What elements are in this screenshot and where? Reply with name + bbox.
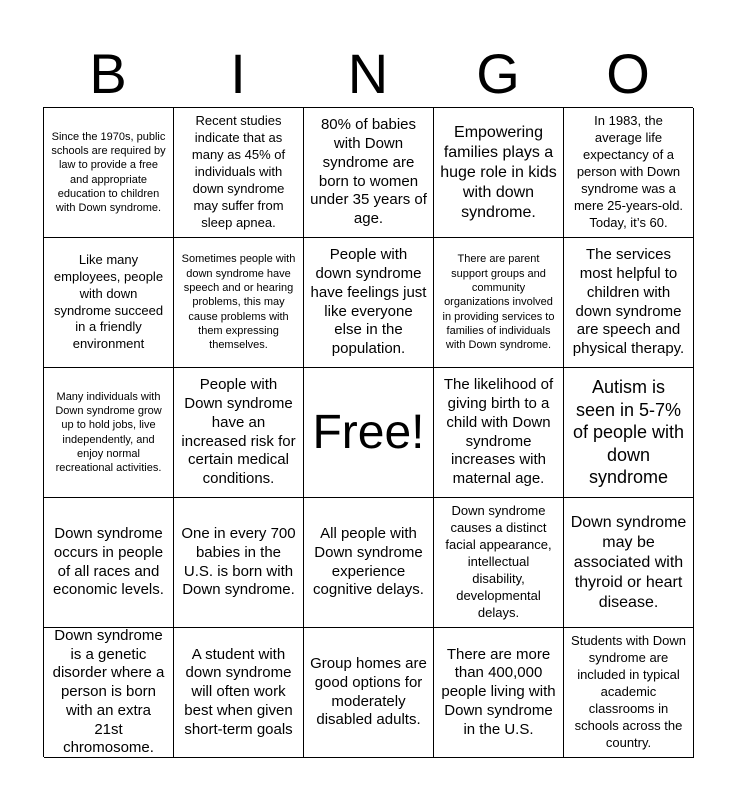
bingo-cell[interactable]: One in every 700 babies in the U.S. is born with Down syndrome. <box>174 498 304 628</box>
bingo-cell[interactable]: Down syndrome causes a distinct facial appearance, intellectual disability, developmental delays. <box>434 498 564 628</box>
header-letter-i: I <box>230 42 246 105</box>
header-letter-o: O <box>606 42 650 105</box>
bingo-cell[interactable]: The likelihood of giving birth to a child with Down syndrome increases with maternal age. <box>434 368 564 498</box>
bingo-cell[interactable]: Sometimes people with down syndrome have speech and or hearing problems, this may cause problems with them expressing themselves. <box>174 238 304 368</box>
bingo-cell[interactable]: Empowering families plays a huge role in kids with down syndrome. <box>434 108 564 238</box>
bingo-header <box>43 40 693 108</box>
bingo-cell[interactable]: Down syndrome is a genetic disorder where a person is born with an extra 21st chromosome. <box>44 628 174 758</box>
bingo-cell[interactable]: There are more than 400,000 people living with Down syndrome in the U.S. <box>434 628 564 758</box>
bingo-cell[interactable]: The services most helpful to children with down syndrome are speech and physical therapy. <box>564 238 694 368</box>
bingo-cell[interactable]: 80% of babies with Down syndrome are born to women under 35 years of age. <box>304 108 434 238</box>
header-letter-b: B <box>89 42 127 105</box>
bingo-cell[interactable]: Down syndrome occurs in people of all races and economic levels. <box>44 498 174 628</box>
bingo-cell[interactable]: All people with Down syndrome experience cognitive delays. <box>304 498 434 628</box>
bingo-cell[interactable]: Students with Down syndrome are included in typical academic classrooms in schools across the country. <box>564 628 694 758</box>
bingo-cell[interactable]: Recent studies indicate that as many as 45% of individuals with down syndrome may suffer from sleep apnea. <box>174 108 304 238</box>
bingo-cell[interactable]: Since the 1970s, public schools are required by law to provide a free and appropriate education to children with Down syndrome. <box>44 108 174 238</box>
bingo-cell[interactable]: In 1983, the average life expectancy of a person with Down syndrome was a mere 25-years-old. Today, it’s 60. <box>564 108 694 238</box>
bingo-cell[interactable]: People with Down syndrome have an increased risk for certain medical conditions. <box>174 368 304 498</box>
header-letter-n: N <box>347 42 389 105</box>
bingo-cell[interactable]: Down syndrome may be associated with thyroid or heart disease. <box>564 498 694 628</box>
free-space[interactable]: Free! <box>304 368 434 498</box>
bingo-cell[interactable]: Autism is seen in 5-7% of people with down syndrome <box>564 368 694 498</box>
bingo-cell[interactable]: There are parent support groups and community organizations involved in providing services to families of individuals with Down syndrome. <box>434 238 564 368</box>
bingo-cell[interactable]: People with down syndrome have feelings just like everyone else in the population. <box>304 238 434 368</box>
bingo-board <box>43 107 693 757</box>
bingo-cell[interactable]: Many individuals with Down syndrome grow up to hold jobs, live independently, and enjoy normal recreational activities. <box>44 368 174 498</box>
bingo-cell[interactable]: A student with down syndrome will often work best when given short-term goals <box>174 628 304 758</box>
header-letter-g: G <box>476 42 520 105</box>
bingo-cell[interactable]: Group homes are good options for moderately disabled adults. <box>304 628 434 758</box>
bingo-cell[interactable]: Like many employees, people with down syndrome succeed in a friendly environment <box>44 238 174 368</box>
